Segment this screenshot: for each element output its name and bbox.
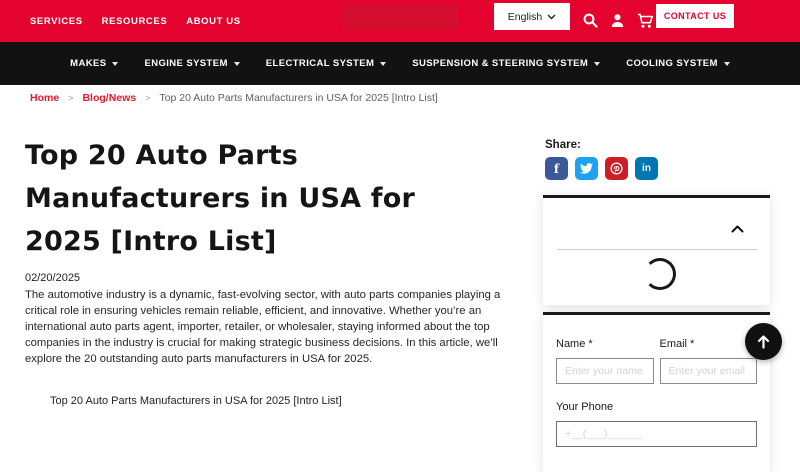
email-field[interactable] (660, 358, 758, 384)
nav-label: MAKES (70, 58, 107, 69)
language-selector[interactable] (494, 3, 570, 30)
name-field[interactable] (556, 358, 654, 384)
facebook-icon: f (553, 161, 560, 176)
name-label: Name * (556, 338, 593, 350)
share-buttons (545, 157, 658, 180)
pinterest-icon (610, 162, 623, 175)
chevron-down-icon (234, 62, 240, 66)
article-intro-paragraph: The automotive industry is a dynamic, fast-evolving sector, with auto parts companies playing a critical role in ensuring vehicles remain reliable, efficient, and innovative. Whether you’re an international auto parts agent, importer, retailer, or wholesaler, staying informed about the top companies in the industry is crucial for making strategic business decisions. In this article, we’ll explore the 20 outstanding auto parts manufacturers in USA for 2025. (25, 289, 501, 365)
chevron-down-icon (380, 62, 386, 66)
nav-label: SUSPENSION & STEERING SYSTEM (412, 58, 589, 69)
chevron-down-icon (724, 62, 730, 66)
logo-placeholder[interactable] (343, 5, 458, 30)
breadcrumb-separator: > (68, 93, 74, 103)
chevron-down-icon (547, 14, 556, 20)
inquiry-form-card (543, 312, 770, 472)
linkedin-share-button[interactable] (635, 157, 658, 180)
topbar-links (30, 0, 241, 42)
arrow-up-icon (756, 334, 771, 350)
page-title: Top 20 Auto Parts Manufacturers in USA for 2025 [Intro List] (25, 140, 415, 257)
pinterest-share-button[interactable] (605, 157, 628, 180)
share-label: Share: (545, 139, 581, 151)
phone-field[interactable] (556, 421, 757, 447)
loading-spinner (644, 258, 676, 290)
article-body (25, 134, 525, 407)
chevron-up-icon (731, 225, 744, 233)
collapse-toggle[interactable] (731, 225, 744, 233)
topbar-link-about-us[interactable]: ABOUT US (186, 15, 241, 27)
breadcrumb-home[interactable]: Home (30, 92, 60, 104)
top-utility-bar (0, 0, 800, 42)
nav-label: COOLING SYSTEM (626, 58, 718, 69)
linkedin-icon: in (642, 162, 651, 174)
language-label: English (507, 10, 543, 23)
breadcrumb-separator: > (145, 93, 151, 103)
back-to-top-button[interactable] (745, 323, 782, 360)
main-navigation (0, 42, 800, 85)
nav-item-engine-system[interactable] (144, 58, 239, 69)
account-icon[interactable] (610, 13, 625, 28)
contact-us-button[interactable]: CONTACT US (656, 4, 734, 28)
table-of-contents-card (543, 195, 770, 305)
nav-label: ELECTRICAL SYSTEM (265, 58, 375, 69)
nav-item-makes[interactable] (70, 58, 118, 69)
nav-item-suspension-steering-system[interactable] (412, 58, 600, 69)
email-label: Email * (659, 338, 695, 350)
breadcrumb (30, 92, 438, 104)
nav-label: ENGINE SYSTEM (144, 58, 228, 69)
cart-icon[interactable] (637, 13, 654, 29)
facebook-share-button[interactable] (545, 157, 568, 180)
chevron-down-icon (112, 62, 118, 66)
search-icon[interactable] (583, 13, 598, 28)
nav-item-electrical-system[interactable] (266, 58, 387, 69)
topbar-link-services[interactable]: SERVICES (30, 15, 83, 27)
phone-label: Your Phone (556, 401, 614, 413)
breadcrumb-current-page: Top 20 Auto Parts Manufacturers in USA for 2025 [Intro List] (159, 92, 438, 104)
breadcrumb-blog-news[interactable]: Blog/News (82, 92, 137, 104)
nav-item-cooling-system[interactable] (626, 58, 730, 69)
chevron-down-icon (594, 62, 600, 66)
article-date: 02/20/2025 (25, 272, 81, 284)
twitter-share-button[interactable] (575, 157, 598, 180)
card-divider (557, 249, 757, 250)
toc-link[interactable]: Top 20 Auto Parts Manufacturers in USA for 2025 [Intro List] (50, 395, 342, 407)
topbar-link-resources[interactable]: RESOURCES (101, 15, 168, 27)
twitter-icon (580, 163, 593, 174)
